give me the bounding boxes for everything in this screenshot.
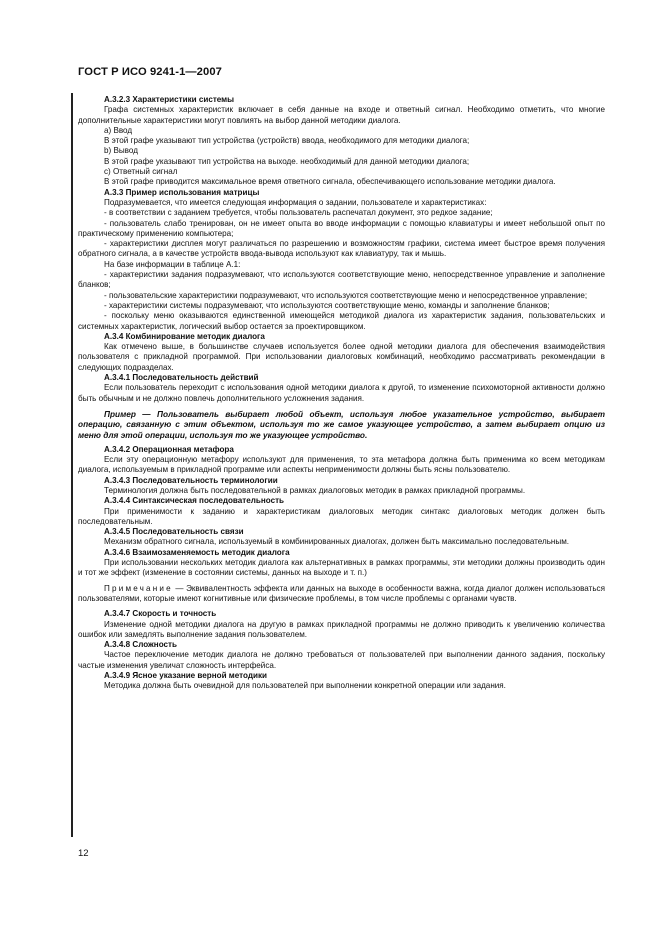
section-heading: А.3.4 Комбинирование методик диалога	[104, 331, 265, 341]
list-item: - характеристики системы подразумевают, что используются соответствующие меню, команды и заполнение бланков;	[104, 300, 550, 310]
section-heading: А.3.4.8 Сложность	[104, 640, 177, 650]
paragraph: В этой графе приводится максимальное время ответного сигнала, обеспечивающего использование методики диалога.	[104, 177, 556, 187]
change-bar	[71, 93, 73, 837]
list-item: с) Ответный сигнал	[104, 167, 178, 177]
list-item: - в соответствии с заданием требуется, чтобы пользователь распечатал документ, это редкое задание;	[104, 208, 493, 218]
list-item: - характеристики дисплея могут различаться по разрешению и возможностям графики, система имеет быстрое время получения обратного сигнала, а в качестве устройств ввода-вывода используют как клавиатуру, так и мышь.	[78, 239, 605, 259]
paragraph: В этой графе указывают тип устройства (устройств) ввода, необходимого для методики диалога;	[104, 136, 470, 146]
document-body	[78, 95, 605, 692]
section-heading: А.3.4.1 Последовательность действий	[104, 373, 259, 383]
paragraph: При применимости к заданию и характеристикам диалоговых методик синтакс диалоговых методик должен быть последовательным.	[78, 506, 605, 526]
paragraph: Подразумевается, что имеется следующая информация о задании, пользователе и характеристиках:	[104, 197, 487, 207]
note-text: — Эквивалентность эффекта или данных на выходе в особенности важна, когда диалог должен использоваться пользователями, которые имеют когнитивные или физические проблемы, в том числе проблемы с органами чувств.	[78, 583, 605, 603]
document-header: ГОСТ Р ИСО 9241-1—2007	[78, 66, 222, 78]
paragraph: Терминология должна быть последовательной в рамках диалоговых методик в рамках прикладной программы.	[104, 485, 526, 495]
paragraph: Если пользователь переходит с использования одной методики диалога к другой, то изменение психомоторной активности должно быть обычным и не должно повлечь дополнительного усложнения задания.	[78, 383, 605, 403]
page-number: 12	[78, 848, 89, 859]
paragraph: Изменение одной методики диалога на другую в рамках прикладной программы не должно приводить к увеличению количества ошибок или замедлять выполнение задания пользователем.	[78, 619, 605, 639]
paragraph: Методика должна быть очевидной для пользователей при выполнении конкретной операции или задания.	[104, 681, 506, 691]
note-paragraph	[78, 584, 605, 605]
paragraph: В этой графе указывают тип устройства на выходе. необходимый для данной методики диалога;	[104, 156, 470, 166]
paragraph: Если эту операционную метафору используют для применения, то эта метафора должна быть применима ко всем методикам диалога, используемым в прикладной программе или аспекты неприменимости должны быть ясны пользователю.	[78, 455, 605, 475]
section-heading: А.3.4.2 Операционная метафора	[104, 444, 234, 454]
list-item: - поскольку меню оказываются единственной имеющейся методикой диалога из характеристик задания, пользовательских и системных характеристик, логический выбор остается за проектировщиком.	[78, 311, 605, 331]
paragraph: При использовании нескольких методик диалога как альтернативных в рамках программы, эти методики должны производить один и тот же эффект (изменение в состоянии системы, данных на выходе и т. п.)	[78, 558, 605, 578]
section-heading: А.3.4.7 Скорость и точность	[104, 609, 217, 619]
list-item: а) Ввод	[104, 125, 133, 135]
note-label: Примечание	[104, 583, 173, 593]
list-item: - пользовательские характеристики подразумевают, что используются соответствующие меню и непосредственное управление;	[104, 290, 588, 300]
section-heading: А.3.4.3 Последовательность терминологии	[104, 475, 278, 485]
paragraph: На базе информации в таблице А.1:	[104, 259, 241, 269]
paragraph: Как отмечено выше, в большинстве случаев используется более одной методики диалога для обеспечения взаимодействия пользователя с прикладной программой. При использовании диалоговых комбинаций, необходимо рассматривать рекомендации в следующих подразделах.	[78, 342, 605, 372]
section-heading: А.3.4.5 Последовательность связи	[104, 527, 244, 537]
paragraph: Графа системных характеристик включает в себя данные на входе и ответный сигнал. Необходимо отметить, что многие дополнительные характеристики могут повлиять на выбор данной методики диалога.	[78, 105, 605, 125]
list-item: - пользователь слабо тренирован, он не имеет опыта во вводе информации с помощью клавиатуры и имеет небольшой опыт по практическому применению компьютера;	[78, 218, 605, 238]
list-item: - характеристики задания подразумевают, что используются соответствующие меню, непосредственное управление и заполнение бланков;	[78, 270, 605, 290]
section-heading: А.3.4.4 Синтаксическая последовательность	[104, 496, 285, 506]
section-heading: А.3.2.3 Характеристики системы	[104, 95, 235, 104]
example-paragraph: Пример — Пользователь выбирает любой объект, используя любое указательное устройство, выбирает операцию, связанную с этим объектом, используя то же самое указующее устройство, а затем выбирает опцию из меню для этой операции, используя то же указующее устройство.	[78, 408, 605, 440]
section-heading: А.3.3 Пример использования матрицы	[104, 187, 260, 197]
section-heading: А.3.4.9 Ясное указание верной методики	[104, 671, 268, 681]
list-item: b) Вывод	[104, 146, 138, 156]
section-heading: А.3.4.6 Взаимозаменяемость методик диалога	[104, 547, 290, 557]
paragraph: Механизм обратного сигнала, используемый в комбинированных диалогах, должен быть максимально последовательным.	[104, 537, 570, 547]
paragraph: Частое переключение методик диалога не должно требоваться от пользователей при выполнении данного задания, поскольку частые изменения увеличат сложность интерфейса.	[78, 650, 605, 670]
